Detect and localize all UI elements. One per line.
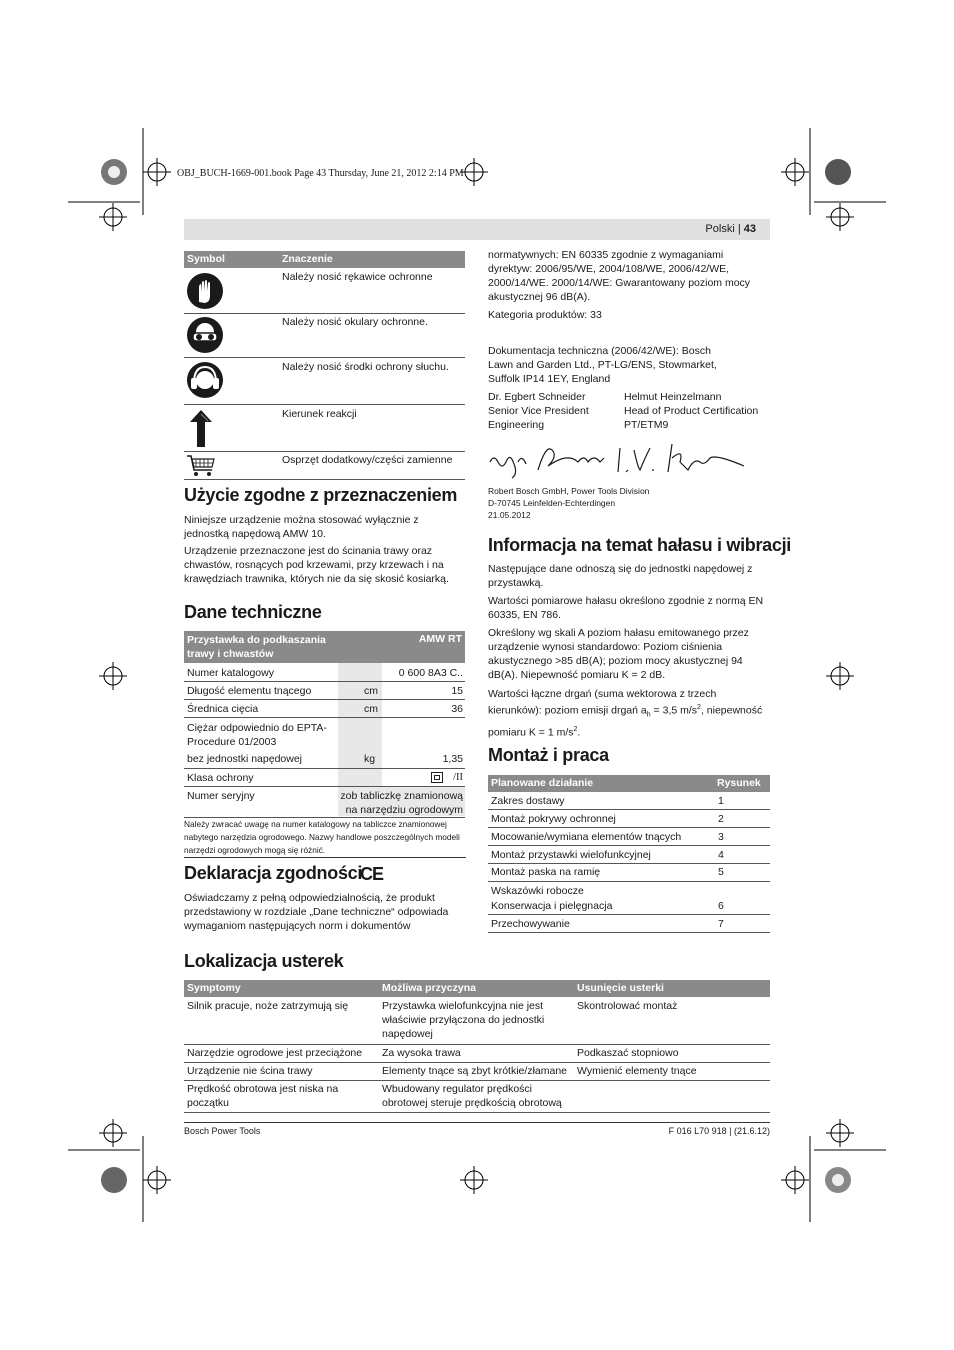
noise-p3: Określony wg skali A poziom hałasu emitowanego przez urządzenie wynosi standardowo: Poziom ciśnienia akustycznego >85 dB(A); poziom mocy akustycznej 94 dB(A). Niepewność pomiaru K = 2 dB.: [488, 627, 749, 681]
table-row: [184, 1063, 770, 1081]
tech-head-model: AMW RT: [418, 633, 462, 645]
goggles-icon: [186, 316, 224, 354]
symptom: Urządzenie nie ścina trawy: [187, 1065, 313, 1077]
noise-p4-sup2: 2: [573, 725, 578, 733]
tech-label: Średnica cięcia: [187, 703, 259, 715]
remedy: Skontrolować montaż: [577, 1000, 678, 1012]
tech-value: 0 600 8A3 C..: [398, 667, 463, 679]
assembly-table-header: [488, 775, 770, 792]
signatures-image: [488, 440, 748, 482]
protection-class-icon: [431, 772, 443, 783]
cause-col-header: Możliwa przyczyna: [382, 982, 476, 994]
symbol-row: [184, 268, 465, 314]
tech-table-header: [184, 631, 465, 663]
remedy-col-header: Usunięcie usterki: [577, 982, 664, 994]
symbol-meaning: Należy nosić rękawice ochronne: [282, 271, 433, 283]
table-row: [488, 864, 770, 882]
noise-p4-end: .: [577, 726, 581, 739]
noise-title: Informacja na temat hałasu i wibracji: [488, 535, 792, 555]
tech-value: 1,35: [442, 753, 463, 765]
signer2-title1: Head of Product Certification: [624, 405, 759, 417]
remedy: Wymienić elementy tnące: [577, 1065, 697, 1077]
symbol-row: [184, 405, 465, 452]
language-label: Polski: [705, 223, 735, 235]
tech-value: 15: [451, 685, 463, 697]
intended-use-p1: Niniejsze urządzenie można stosować wyłącznie z jednostką napędową AMW 10.: [184, 514, 419, 540]
signer2: [624, 390, 758, 432]
table-row: [184, 700, 465, 718]
figure-ref: 1: [718, 795, 724, 807]
figure-col-header: Rysunek: [717, 777, 761, 789]
cause: Za wysoka trawa: [382, 1047, 461, 1059]
figure-ref: 3: [718, 831, 724, 843]
symptoms-col-header: Symptomy: [187, 982, 241, 994]
table-row: [488, 846, 770, 864]
gloves-icon: [186, 272, 224, 310]
tech-head-label: Przystawka do podkaszania trawy i chwastów: [187, 634, 326, 660]
troubleshooting-title: Lokalizacja usterek: [184, 951, 344, 971]
divider: [184, 857, 466, 858]
signer1-name: Dr. Egbert Schneider: [488, 391, 586, 403]
action: Mocowanie/wymiana elementów tnących: [491, 831, 682, 843]
action: Montaż przystawki wielofunkcyjnej: [491, 849, 651, 861]
figure-ref: 4: [718, 849, 724, 861]
tech-label: Ciężar odpowiednio do EPTA-Procedure 01/2003: [187, 722, 327, 748]
tech-unit: cm: [364, 703, 378, 715]
figure-ref: 6: [718, 900, 724, 912]
noise-p4-text: Wartości łączne drgań (suma wektorowa z trzech kierunków): poziom emisji drgań a: [488, 688, 717, 717]
tech-label: bez jednostki napędowej: [187, 753, 302, 765]
tech-label: Długość elementu tnącego: [187, 685, 312, 697]
action: Montaż pokrywy ochronnej: [491, 813, 616, 825]
conformity-p1: Oświadczamy z pełną odpowiedzialnością, że produkt przedstawiony w rozdziale „Dane techniczne“ odpowiada wymaganiom następujących norm i dokumentów: [184, 892, 449, 932]
cause: Elementy tnące są zbyt krótkie/złamane: [382, 1065, 568, 1077]
conformity-title: Deklaracja zgodności: [184, 863, 363, 883]
action-col-header: Planowane działanie: [491, 777, 594, 789]
table-row: [184, 718, 465, 769]
declaration-date: 21.05.2012: [488, 510, 531, 520]
company-line2: D-70745 Leinfelden-Echterdingen: [488, 498, 616, 508]
footer-right: F 016 L70 918 | (21.6.12): [668, 1126, 770, 1136]
action: Montaż paska na ramię: [491, 866, 601, 878]
table-row: [488, 915, 770, 933]
tech-value: /II: [453, 772, 463, 783]
ear-protection-icon: [186, 361, 224, 399]
noise-p4-uncertainty: , niepewność pomiaru K = 1 m/s: [488, 704, 763, 739]
table-row: [184, 787, 465, 818]
symbol-row: [184, 358, 465, 405]
table-row: [184, 682, 465, 700]
page-number: 43: [743, 223, 756, 235]
cause: Wbudowany regulator prędkości obrotowej steruje prędkością obrotową: [382, 1083, 562, 1109]
table-row: [184, 1045, 770, 1063]
tech-value: zob tabliczkę znamionową na narzędziu ogrodowym: [340, 790, 463, 816]
tech-label: Numer katalogowy: [187, 667, 274, 679]
meaning-col-header: Znaczenie: [282, 253, 333, 265]
figure-ref: 5: [718, 866, 724, 878]
file-header-line: OBJ_BUCH-1669-001.book Page 43 Thursday, June 21, 2012 2:14 PM: [177, 168, 464, 179]
conformity-p3: Kategoria produktów: 33: [488, 309, 602, 321]
tech-label: Numer seryjny: [187, 790, 255, 802]
symbol-meaning: Należy nosić środki ochrony słuchu.: [282, 361, 449, 373]
noise-p4-value: = 3,5 m/s: [650, 704, 698, 717]
action: Zakres dostawy: [491, 795, 565, 807]
action: Konserwacja i pielęgnacja: [491, 900, 613, 912]
trouble-table-header: [184, 980, 770, 997]
signer2-title2: PT/ETM9: [624, 419, 669, 431]
symbol-meaning: Osprzęt dodatkowy/części zamienne: [282, 454, 453, 466]
signer1: [488, 390, 589, 432]
noise-p4-sub: h: [646, 711, 651, 719]
signer2-name: Helmut Heinzelmann: [624, 391, 722, 403]
intended-use-title: Użycie zgodne z przeznaczeniem: [184, 485, 458, 505]
signer1-title2: Engineering: [488, 419, 545, 431]
symbol-meaning: Należy nosić okulary ochronne.: [282, 316, 428, 328]
table-row: [184, 663, 465, 682]
symbol-row: [184, 313, 465, 358]
action: Wskazówki robocze: [491, 885, 584, 897]
assembly-title: Montaż i praca: [488, 745, 609, 765]
table-row: [488, 792, 770, 810]
table-row: [184, 769, 465, 787]
tech-value: 36: [451, 703, 463, 715]
symbol-col-header: Symbol: [187, 253, 225, 265]
table-row: [184, 1081, 770, 1113]
figure-ref: 7: [718, 918, 724, 930]
symbol-row: [184, 451, 465, 480]
noise-p1: Następujące dane odnoszą się do jednostki napędowej z przystawką.: [488, 563, 753, 589]
conformity-p2: normatywnych: EN 60335 zgodnie z wymaganiami dyrektyw: 2006/95/WE, 2004/108/WE, 2006/42/WE, 2000/14/WE. 2000/14/WE: Gwarantowany poziom mocy akustycznej 96 dB(A).: [488, 249, 751, 303]
intended-use-p2: Urządzenie przeznaczone jest do ścinania trawy oraz chwastów, rosnących pod krzewami, przy krzewach i na krawędziach trawnika, których nie da się skosić kosiarką.: [184, 545, 449, 585]
table-row: [488, 828, 770, 846]
remedy: Podkaszać stopniowo: [577, 1047, 679, 1059]
symptom: Silnik pracuje, noże zatrzymują się: [187, 1000, 349, 1012]
footer-left: Bosch Power Tools: [184, 1126, 261, 1136]
symptom: Prędkość obrotowa jest niska na początku: [187, 1083, 339, 1109]
tech-label: Klasa ochrony: [187, 772, 254, 784]
table-row: [488, 882, 770, 915]
language-bar: Polski | 43: [184, 219, 770, 240]
tech-unit: cm: [364, 685, 378, 697]
company-info: [488, 485, 649, 521]
tech-data-title: Dane techniczne: [184, 602, 322, 622]
table-row: [488, 810, 770, 828]
action: Przechowywanie: [491, 918, 570, 930]
symptom: Narzędzie ogrodowe jest przeciążone: [187, 1047, 363, 1059]
noise-p4-sup: 2: [697, 704, 701, 711]
table-row: [184, 997, 770, 1045]
symbol-table-header: [184, 251, 465, 268]
arrow-up-icon: [188, 409, 214, 449]
noise-p4: [488, 687, 772, 739]
company-line1: Robert Bosch GmbH, Power Tools Division: [488, 486, 650, 496]
ce-mark: CE: [360, 864, 384, 884]
tech-unit: kg: [364, 753, 376, 765]
noise-p2: Wartości pomiarowe hałasu określono zgodnie z normą EN 60335, EN 786.: [488, 595, 764, 621]
conformity-p4: Dokumentacja techniczna (2006/42/WE): Bosch Lawn and Garden Ltd., PT-LG/ENS, Stowmarket, Suffolk IP14 1EY, England: [488, 345, 717, 385]
symbol-meaning: Kierunek reakcji: [282, 408, 357, 420]
signer1-title1: Senior Vice President: [488, 405, 589, 417]
cause: Przystawka wielofunkcyjna nie jest właściwie przyłączona do jednostki napędowej: [382, 1000, 545, 1040]
footer-divider: [184, 1122, 770, 1123]
cart-icon: [186, 454, 216, 478]
tech-note: Należy zwracać uwagę na numer katalogowy na tabliczce znamionowej nabytego narzędzia ogrodowego. Nazwy handlowe poszczególnych modeli narzędzi ogrodowych mogą się różnić.: [184, 819, 460, 855]
figure-ref: 2: [718, 813, 724, 825]
